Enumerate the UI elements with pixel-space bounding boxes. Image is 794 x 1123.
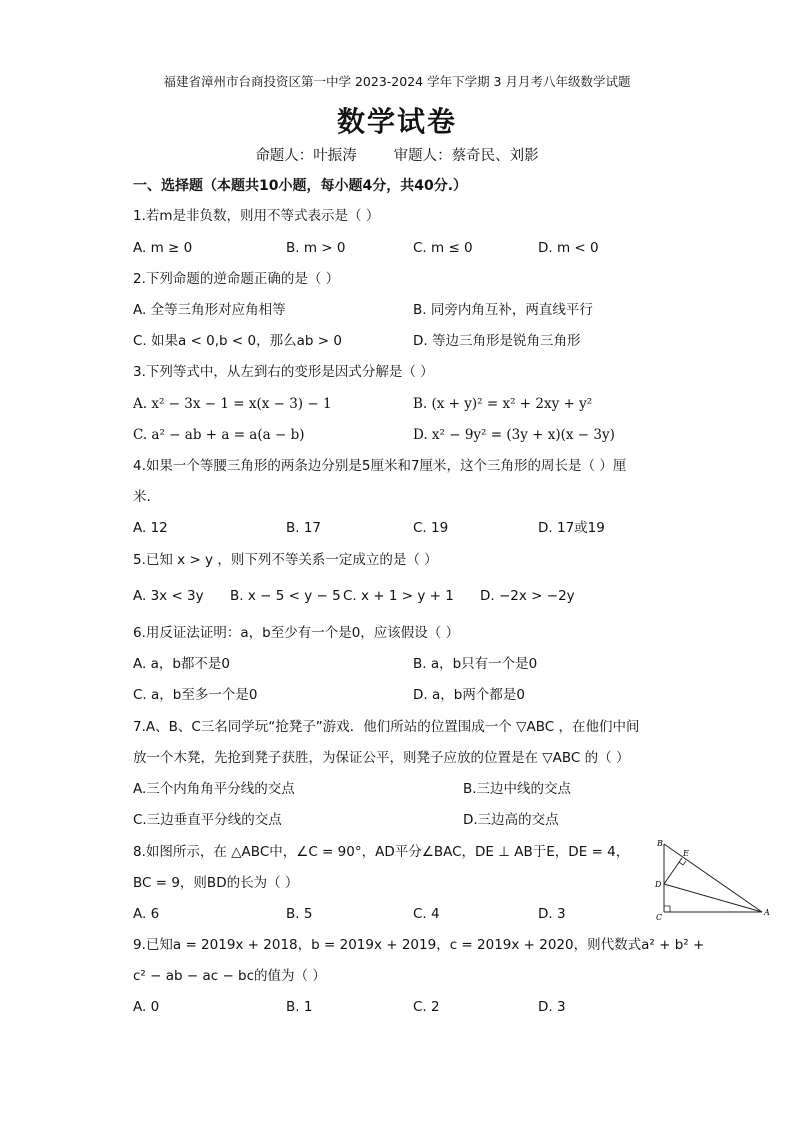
q4-option-b: B. 17 <box>286 520 322 536</box>
q9-option-b: B. 1 <box>286 999 313 1015</box>
q9-option-a: A. 0 <box>133 999 160 1015</box>
question-4-stem-line1: 4.如果一个等腰三角形的两条边分别是5厘米和7厘米，这个三角形的周长是（ ）厘 <box>133 458 627 474</box>
q9-option-c: C. 2 <box>413 999 440 1015</box>
q5-option-b: B. x − 5 < y − 5 <box>230 588 341 604</box>
question-9-stem-line2: c² − ab − ac − bc的值为（ ） <box>133 968 326 984</box>
label-a: A <box>764 908 770 917</box>
authors-line: 命题人：叶振涛 审题人：蔡奇民、刘影 <box>255 148 539 164</box>
q6-option-b: B. a，b只有一个是0 <box>413 656 538 672</box>
right-angle-c <box>664 906 670 912</box>
question-2-stem: 2.下列命题的逆命题正确的是（ ） <box>133 271 340 287</box>
q2-option-a: A. 全等三角形对应角相等 <box>133 302 286 318</box>
triangle-figure <box>650 836 780 922</box>
q2-option-b: B. 同旁内角互补，两直线平行 <box>413 302 593 318</box>
q7-option-d: D.三边高的交点 <box>463 812 559 828</box>
label-d: D <box>655 880 662 889</box>
exam-subtitle: 福建省漳州市台商投资区第一中学 2023-2024 学年下学期 3 月月考八年级数学试题 <box>163 74 631 89</box>
q4-option-c: C. 19 <box>413 520 449 536</box>
q7-option-a: A.三个内角角平分线的交点 <box>133 781 295 797</box>
q7-option-b: B.三边中线的交点 <box>463 781 572 797</box>
q9-option-d: D. 3 <box>538 999 566 1015</box>
q3-option-a: A. x² − 3x − 1 = x(x − 3) − 1 <box>133 396 332 412</box>
q5-option-a: A. 3x < 3y <box>133 588 204 604</box>
q6-option-c: C. a，b至多一个是0 <box>133 687 258 703</box>
question-5-stem: 5.已知 x > y ，则下列不等关系一定成立的是（ ） <box>133 552 438 568</box>
label-b: B <box>657 839 663 848</box>
question-4-stem-line2: 米. <box>133 489 151 505</box>
q7-option-c: C.三边垂直平分线的交点 <box>133 812 282 828</box>
question-1-stem: 1.若m是非负数，则用不等式表示是（ ） <box>133 208 380 224</box>
q8-option-a: A. 6 <box>133 906 160 922</box>
q3-option-c: C. a² − ab + a = a(a − b) <box>133 427 305 443</box>
q1-option-c: C. m ≤ 0 <box>413 240 473 256</box>
question-6-stem: 6.用反证法证明：a，b至少有一个是0，应该假设（ ） <box>133 625 460 641</box>
question-9-stem-line1: 9.已知a = 2019x + 2018，b = 2019x + 2019，c = 2019x + 2020，则代数式a² + b² + <box>133 937 705 953</box>
section-heading-choice: 一、选择题（本题共10小题，每小题4分，共40分.） <box>133 178 468 194</box>
q8-option-c: C. 4 <box>413 906 440 922</box>
page-title: 数学试卷 <box>336 105 457 138</box>
q2-option-c: C. 如果a < 0,b < 0，那么ab > 0 <box>133 333 342 349</box>
q2-option-d: D. 等边三角形是锐角三角形 <box>413 333 581 349</box>
q4-option-a: A. 12 <box>133 520 168 536</box>
q1-option-b: B. m > 0 <box>286 240 346 256</box>
label-e: E <box>683 849 689 858</box>
question-7-stem-line2: 放一个木凳，先抢到凳子获胜，为保证公平，则凳子应放的位置是在 ▽ABC 的（ ） <box>133 750 630 766</box>
q3-option-d: D. x² − 9y² = (3y + x)(x − 3y) <box>413 427 615 443</box>
q8-option-b: B. 5 <box>286 906 313 922</box>
question-8-stem-line1: 8.如图所示，在 △ABC中，∠C = 90°，AD平分∠BAC，DE ⊥ AB于E，DE = 4， <box>133 844 630 860</box>
question-7-stem-line1: 7.A、B、C三名同学玩“抢凳子”游戏．他们所站的位置围成一个 ▽ABC ，在他们中间 <box>133 719 640 735</box>
q5-option-c: C. x + 1 > y + 1 <box>343 588 454 604</box>
label-c: C <box>656 913 663 922</box>
q8-option-d: D. 3 <box>538 906 566 922</box>
segment-ad <box>664 884 762 912</box>
q5-option-d: D. −2x > −2y <box>480 588 575 604</box>
segment-ab <box>664 844 762 912</box>
q6-option-a: A. a，b都不是0 <box>133 656 231 672</box>
q4-option-d: D. 17或19 <box>538 520 605 536</box>
question-8-stem-line2: BC = 9，则BD的长为（ ） <box>133 875 299 891</box>
q3-option-b: B. (x + y)² = x² + 2xy + y² <box>413 396 593 412</box>
q1-option-d: D. m < 0 <box>538 240 599 256</box>
q1-option-a: A. m ≥ 0 <box>133 240 193 256</box>
q6-option-d: D. a，b两个都是0 <box>413 687 525 703</box>
question-3-stem: 3.下列等式中，从左到右的变形是因式分解是（ ） <box>133 364 434 380</box>
